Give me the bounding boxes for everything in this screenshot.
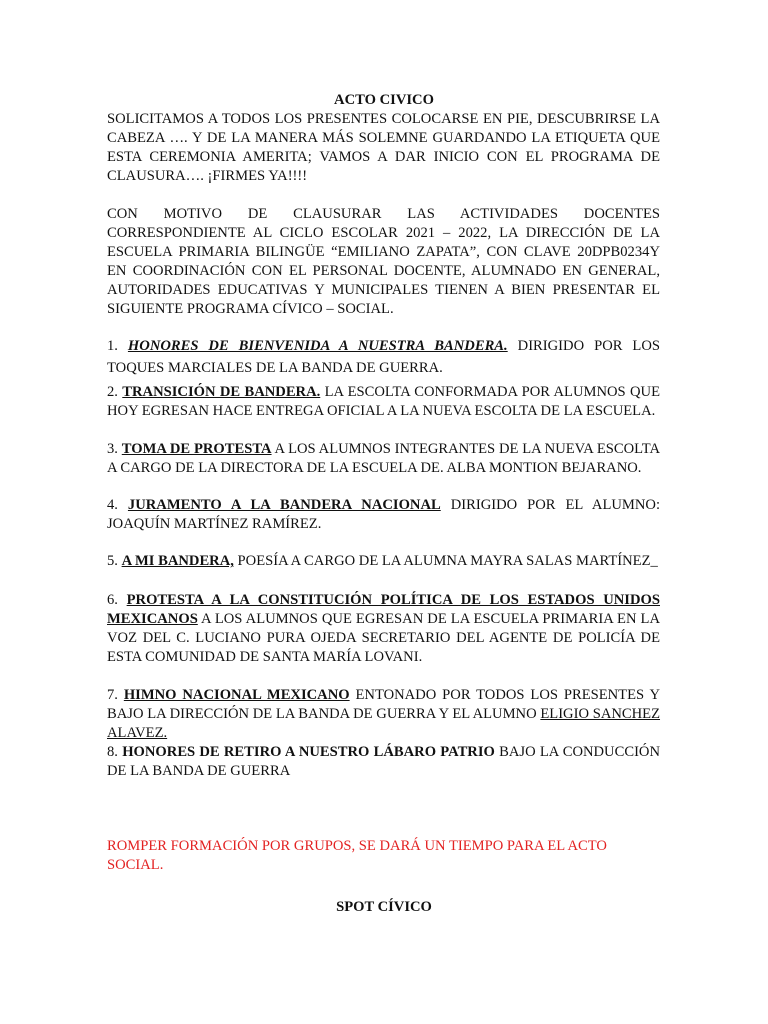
program-item-2 (107, 383, 660, 421)
item-text: A LOS ALUMNOS QUE EGRESAN DE LA ESCUELA PRIMARIA EN LA VOZ DEL C. LUCIANO PURA OJEDA SECRETARIO DEL AGENTE DE POLICÍA DE ESTA COMUNIDAD DE SANTA MARÍA LOVANI. (107, 611, 660, 665)
item-number: 4. (107, 497, 118, 513)
item-heading: A MI BANDERA, (121, 553, 234, 569)
item-text: POESÍA A CARGO DE LA ALUMNA MAYRA SALAS MARTÍNEZ_ (233, 553, 658, 569)
item-heading: HIMNO NACIONAL MEXICANO (123, 687, 350, 703)
spot-civico-heading: SPOT CÍVICO (336, 899, 432, 915)
item-heading: JURAMENTO A LA BANDERA NACIONAL (127, 497, 441, 513)
item-number: 2. (107, 384, 118, 400)
item-text: DIRIGIDO POR LOS TOQUES MARCIALES DE LA BANDA DE GUERRA. (107, 338, 660, 376)
program-item-6 (107, 591, 660, 667)
item-heading: PROTESTA A LA CONSTITUCIÓN POLÍTICA DE LOS ESTADOS UNIDOS MEXICANOS (107, 592, 660, 627)
motivo-paragraph: CON MOTIVO DE CLAUSURAR LAS ACTIVIDADES DOCENTES CORRESPONDIENTE AL CICLO ESCOLAR 2021 – 2022, LA DIRECCIÓN DE LA ESCUELA PRIMARIA BILINGÜE “EMILIANO ZAPATA”, CON CLAVE 20DPB0234Y EN COORDINACIÓN CON EL PERSONAL DOCENTE, ALUMNADO EN GENERAL, AUTORIDADES EDUCATIVAS Y MUNICIPALES TIENEN A BIEN PRESENTAR EL SIGUIENTE PROGRAMA CÍVICO – SOCIAL. (107, 206, 660, 317)
item-number: 7. (107, 687, 118, 703)
item-number: 3. (107, 441, 118, 457)
item-heading: HONORES DE BIENVENIDA A NUESTRA BANDERA. (127, 338, 508, 354)
item-number: 6. (107, 592, 118, 608)
item-text: A LOS ALUMNOS INTEGRANTES DE LA NUEVA ESCOLTA A CARGO DE LA DIRECTORA DE LA ESCUELA DE. ALBA MONTION BEJARANO. (107, 441, 661, 476)
program-item-4 (107, 496, 660, 534)
item-heading: TRANSICIÓN DE BANDERA. (122, 384, 321, 400)
item-text: DIRIGIDO POR EL ALUMNO: JOAQUÍN MARTÍNEZ RAMÍREZ. (107, 497, 661, 532)
item-heading: HONORES DE RETIRO A NUESTRO LÁBARO PATRIO (122, 744, 495, 760)
intro-paragraph: SOLICITAMOS A TODOS LOS PRESENTES COLOCARSE EN PIE, DESCUBRIRSE LA CABEZA …. Y DE LA MANERA MÁS SOLEMNE GUARDANDO LA ETIQUETA QUE ESTA CEREMONIA AMERITA; VAMOS A DAR INICIO CON EL PROGRAMA DE CLAUSURA…. ¡FIRMES YA!!!! (107, 111, 660, 184)
item-number: 5. (107, 553, 118, 569)
document-title: ACTO CIVICO (334, 92, 434, 108)
item-number: 1. (107, 338, 118, 354)
item-heading: TOMA DE PROTESTA (121, 441, 272, 457)
program-item-7 (107, 686, 660, 743)
item-text: LA ESCOLTA CONFORMADA POR ALUMNOS QUE HOY EGRESAN HACE ENTREGA OFICIAL A LA NUEVA ESCOLTA DE LA ESCUELA. (107, 384, 660, 419)
program-item-8 (107, 743, 660, 781)
item-number: 8. (107, 744, 118, 760)
program-item-5 (107, 552, 660, 571)
item-text: BAJO LA CONDUCCIÓN DE LA BANDA DE GUERRA (107, 744, 661, 779)
program-item-3 (107, 440, 660, 478)
item-text: ENTONADO POR TODOS LOS PRESENTES Y BAJO LA DIRECCIÓN DE LA BANDA DE GUERRA Y EL ALUMNO (107, 687, 660, 722)
item-name-underlined: ELIGIO SANCHEZ ALAVEZ. (107, 706, 661, 741)
romper-formacion-note: ROMPER FORMACIÓN POR GRUPOS, SE DARÁ UN TIEMPO PARA EL ACTO SOCIAL. (107, 838, 607, 873)
program-item-1 (107, 335, 660, 379)
